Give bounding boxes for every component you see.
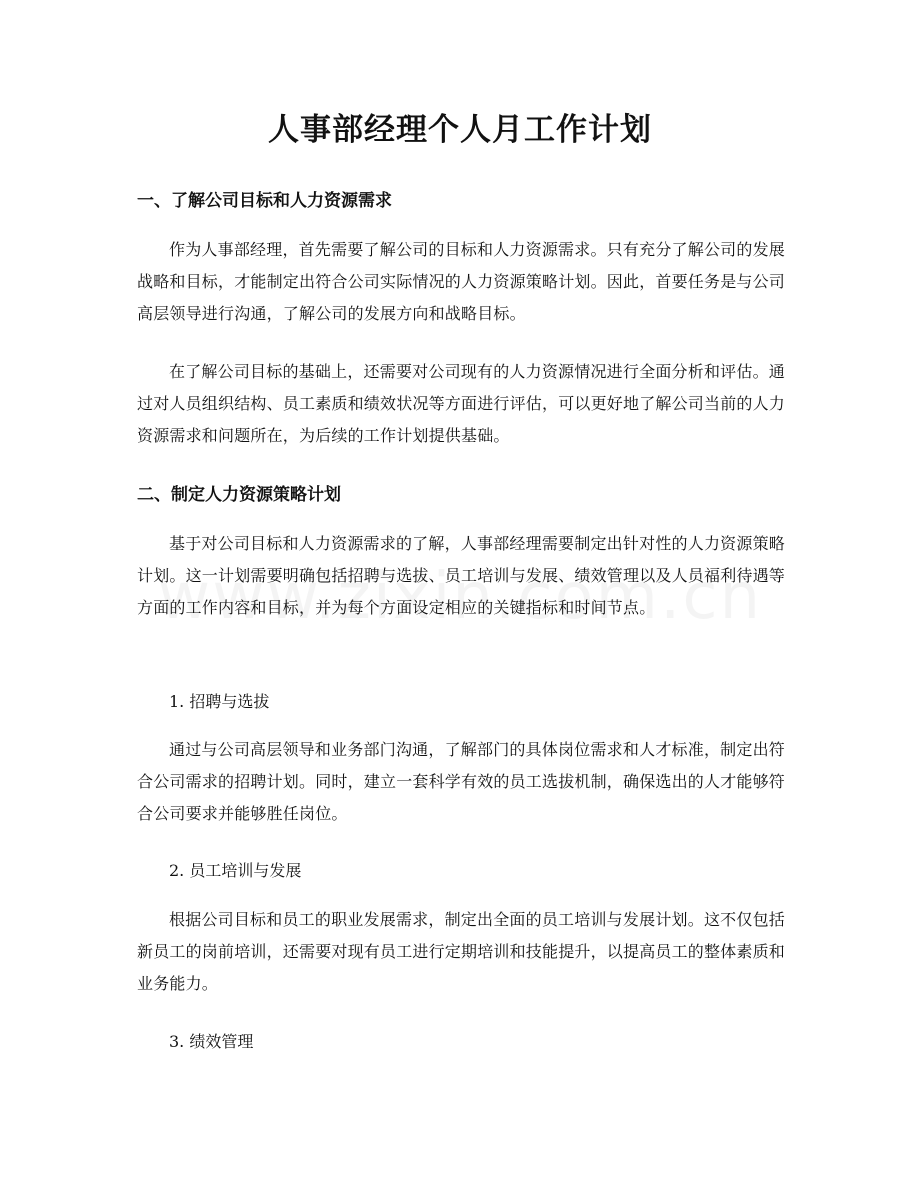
list-item-paragraph-1: 通过与公司高层领导和业务部门沟通，了解部门的具体岗位需求和人才标准，制定出符合公司需求的招聘计划。同时，建立一套科学有效的员工选拔机制，确保选出的人才能够符合公司要求并能够胜任岗位。	[137, 740, 786, 823]
section-1-paragraph-2: 在了解公司目标的基础上，还需要对公司现有的人力资源情况进行全面分析和评估。通过对人员组织结构、员工素质和绩效状况等方面进行评估，可以更好地了解公司当前的人力资源需求和问题所在，为后续的工作计划提供基础。	[137, 362, 786, 445]
section-heading-1: 一、了解公司目标和人力资源需求	[137, 191, 392, 211]
section-2-paragraph-1: 基于对公司目标和人力资源需求的了解，人事部经理需要制定出针对性的人力资源策略计划。这一计划需要明确包括招聘与选拔、员工培训与发展、绩效管理以及人员福利待遇等方面的工作内容和目标，并为每个方面设定相应的关键指标和时间节点。	[137, 534, 786, 617]
section-heading-2: 二、制定人力资源策略计划	[137, 485, 341, 505]
section-1-paragraph-1: 作为人事部经理，首先需要了解公司的目标和人力资源需求。只有充分了解公司的发展战略和目标，才能制定出符合公司实际情况的人力资源策略计划。因此，首要任务是与公司高层领导进行沟通，了解公司的发展方向和战略目标。	[137, 240, 786, 323]
list-item-label-3: 3. 绩效管理	[169, 1032, 254, 1051]
list-item-label-1: 1. 招聘与选拔	[169, 692, 270, 711]
list-item-label-2: 2. 员工培训与发展	[169, 861, 302, 880]
list-item-paragraph-2: 根据公司目标和员工的职业发展需求，制定出全面的员工培训与发展计划。这不仅包括新员工的岗前培训，还需要对现有员工进行定期培训和技能提升，以提高员工的整体素质和业务能力。	[137, 910, 786, 993]
document-title: 人事部经理个人月工作计划	[268, 112, 652, 148]
